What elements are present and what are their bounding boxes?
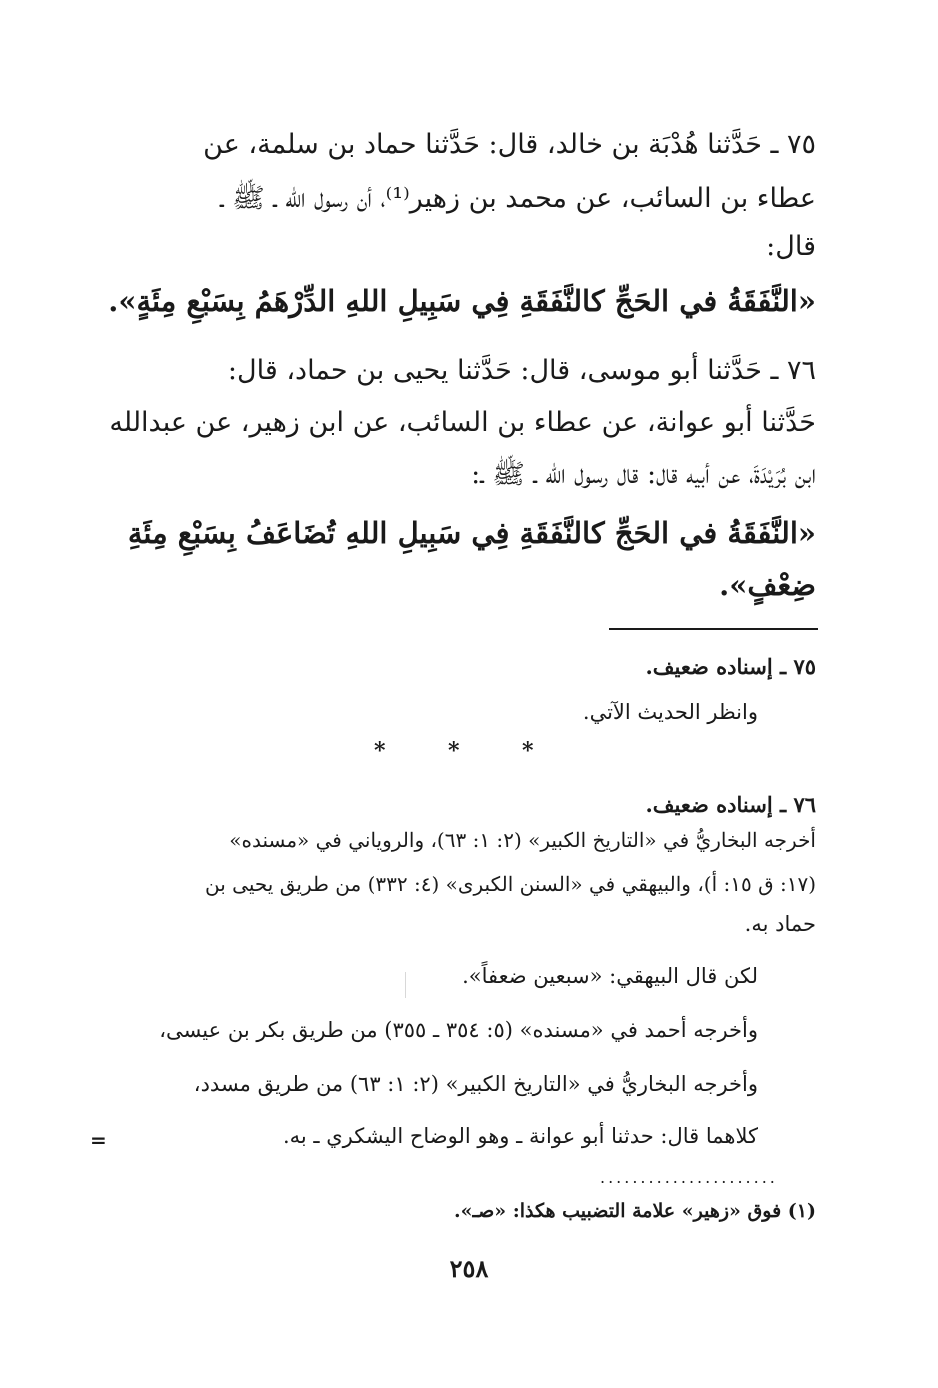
star-mark: *	[448, 738, 460, 764]
note-76-line-3: حماد به.	[744, 912, 816, 936]
star-mark: *	[374, 738, 386, 764]
note-76-heading: ٧٦ ـ إسناده ضعيف.	[645, 792, 816, 817]
continuation-mark: =	[90, 1128, 107, 1152]
hadith-75-line-2: عطاء بن السائب، عن محمد بن زهير⁽¹⁾، أن رسول الله ـ ﷺ ـ	[220, 183, 816, 214]
footnote-1: (١) فوق «زهير» علامة التضبيب هكذا: «صـ».	[454, 1200, 816, 1222]
hadith-76-line-1: ٧٦ ـ حَدَّثنا أبو موسى، قال: حَدَّثنا يحيى بن حماد، قال:	[227, 355, 816, 386]
hadith-76-matn-2: ضِعْفٍ».	[719, 568, 816, 602]
hadith-76-line-2: حَدَّثنا أبو عوانة، عن عطاء بن السائب، عن ابن زهير، عن عبدالله	[109, 407, 816, 438]
star-mark: *	[522, 738, 534, 764]
note-76-line-2: (١٧: ق ١٥: أ)، والبيهقي في «السنن الكبرى» (٤: ٣٣٢) من طريق يحيى بن	[205, 872, 816, 896]
note-76-line-6: وأخرجه البخاريُّ في «التاريخ الكبير» (٢: ١: ٦٣) من طريق مسدد،	[193, 1072, 758, 1096]
hadith-76-line-3: ابن بُرَيْدَةَ، عن أبيه قال: قال رسول الله ـ ﷺ ـ:	[471, 459, 816, 490]
hadith-75-matn: «النَّفَقَةُ في الحَجِّ كالنَّفَقَةِ فِي سَبِيلِ اللهِ الدِّرْهَمُ بِسَبْعِ مِئَةٍ».	[108, 284, 816, 318]
page-number: ٢٥٨	[449, 1254, 489, 1283]
footnote-dotted-rule: ......................	[600, 1168, 778, 1187]
notes-separator-rule	[609, 628, 818, 630]
star-separator	[360, 738, 560, 768]
scan-smudge	[405, 972, 406, 998]
note-76-line-1: أخرجه البخاريُّ في «التاريخ الكبير» (٢: ١: ٦٣)، والروياني في «مسنده»	[229, 828, 816, 852]
hadith-75-line-3: قال:	[766, 231, 816, 262]
note-76-line-5: وأخرجه أحمد في «مسنده» (٥: ٣٥٤ ـ ٣٥٥) من طريق بكر بن عيسى،	[159, 1018, 758, 1042]
note-75-body: وانظر الحديث الآتي.	[582, 700, 758, 724]
hadith-76-matn-1: «النَّفَقَةُ في الحَجِّ كالنَّفَقَةِ فِي سَبِيلِ اللهِ تُضَاعَفُ بِسَبْعِ مِئَةِ	[127, 516, 816, 550]
note-76-line-4: لكن قال البيهقي: «سبعين ضعفاً».	[462, 964, 758, 988]
note-75-heading: ٧٥ ـ إسناده ضعيف.	[645, 654, 816, 679]
note-76-line-7: كلاهما قال: حدثنا أبو عوانة ـ وهو الوضاح اليشكري ـ به.	[282, 1124, 758, 1148]
hadith-75-line-1: ٧٥ ـ حَدَّثنا هُدْبَة بن خالد، قال: حَدَّثنا حماد بن سلمة، عن	[203, 129, 816, 160]
